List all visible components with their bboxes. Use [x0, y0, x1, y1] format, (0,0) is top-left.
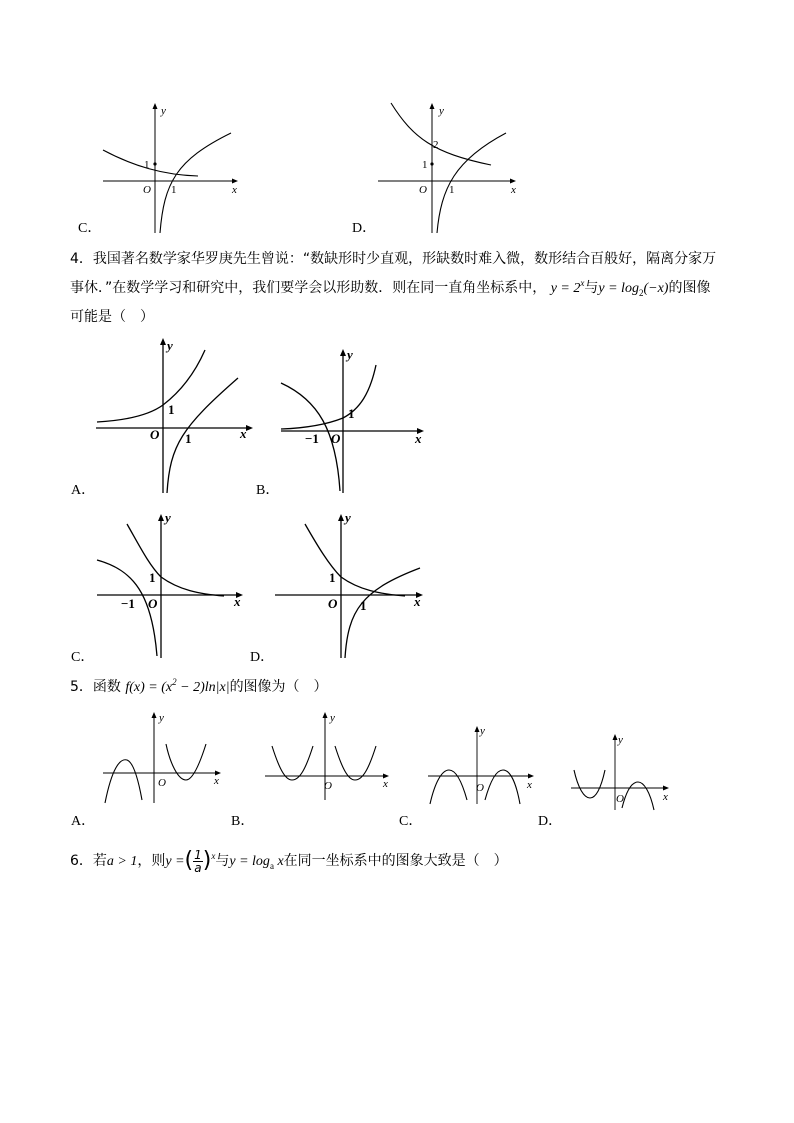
q4-option-c[interactable]: C．	[71, 650, 95, 665]
y-axis-label: y	[165, 510, 171, 525]
y-tick-1: 1	[144, 159, 150, 171]
q5-graph-b	[262, 708, 397, 803]
x-tick-1: 1	[360, 598, 367, 613]
q6-paren-right: )	[202, 848, 212, 873]
y-tick-1: 1	[329, 570, 336, 585]
q6-tail: 在同一坐标系中的图象大致是（ ）	[283, 853, 508, 869]
y-axis-label: y	[439, 105, 444, 117]
q5-formula	[125, 677, 230, 695]
q4-graph-b	[278, 345, 433, 495]
q4-line-2	[70, 278, 710, 299]
x-axis-label: x	[415, 431, 422, 446]
y-tick-1: 1	[149, 570, 156, 585]
q3-option-c[interactable]: C．	[78, 221, 102, 236]
x-tick-1: 1	[449, 184, 455, 196]
q4-func2-base: 2	[638, 288, 644, 298]
q6-func2-base: a	[269, 861, 274, 871]
origin-label: O	[324, 780, 332, 792]
q4-line-3: 可能是（ ）	[70, 309, 154, 325]
y-axis-label: y	[618, 734, 623, 746]
q5-tail: 的图像为（ ）	[229, 679, 328, 695]
y-tick-1: 1	[422, 159, 428, 171]
x-axis-label: x	[663, 791, 668, 803]
q6-paren-left: (	[184, 848, 194, 873]
q4-func2-arg: (−x)	[643, 281, 669, 296]
q6-and: 与	[215, 853, 230, 869]
origin-label: O	[419, 184, 427, 196]
q5-option-a[interactable]: A．	[71, 814, 96, 829]
q4-graph-d	[272, 510, 432, 660]
q3-graph-c	[98, 98, 243, 238]
x-tick-1: 1	[171, 184, 177, 196]
q6-frac-num: 1	[194, 847, 202, 862]
x-axis-label: x	[511, 184, 516, 196]
y-tick-1: 1	[168, 402, 175, 417]
y-axis-label: y	[159, 712, 164, 724]
y-tick-1: 1	[348, 406, 355, 421]
q5-formula-f: f(x) = (x	[125, 680, 173, 695]
q6-func2: y = log	[229, 854, 270, 869]
q5-option-c[interactable]: C．	[399, 814, 423, 829]
q6-condition: a > 1	[106, 854, 138, 869]
q4-option-a[interactable]: A．	[71, 483, 96, 498]
x-tick-neg-1: −1	[121, 596, 135, 611]
q5-prefix: 5．函数	[70, 679, 121, 695]
q6-line	[70, 846, 508, 877]
q6-sep: ，则	[137, 853, 166, 869]
q4-func-exp	[550, 278, 585, 296]
q5-graph-a	[100, 708, 228, 808]
q4-option-b[interactable]: B．	[256, 483, 280, 498]
origin-label: O	[476, 782, 484, 794]
q4-and: 与	[584, 280, 599, 296]
origin-label: O	[331, 431, 341, 446]
origin-label: O	[148, 596, 158, 611]
q4-line-2-text: 事休．”在数学学习和研究中，我们要学会以形助数．则在同一直角坐标系中，	[70, 280, 547, 296]
q6-fraction	[193, 849, 203, 874]
y-axis-label: y	[345, 510, 351, 525]
q4-option-d[interactable]: D．	[250, 650, 275, 665]
x-axis-label: x	[232, 184, 237, 196]
y-axis-label: y	[330, 712, 335, 724]
q6-y-eq: y =	[165, 854, 185, 869]
x-axis-label: x	[240, 426, 247, 441]
q4-graph-c	[94, 510, 254, 660]
q4-graph-a	[92, 335, 257, 495]
q4-func1-exponent: x	[580, 278, 585, 288]
origin-label: O	[158, 777, 166, 789]
q6-func2-arg: x	[277, 854, 284, 869]
origin-label: O	[150, 427, 160, 442]
origin-label: O	[328, 596, 338, 611]
x-tick-1: 1	[185, 431, 192, 446]
q6-prefix: 6．若	[70, 853, 107, 869]
origin-label: O	[616, 793, 624, 805]
y-axis-label: y	[167, 338, 173, 353]
q5-line	[70, 677, 328, 698]
origin-label: O	[143, 184, 151, 196]
q4-func-log	[598, 281, 668, 296]
q4-func1: y = 2	[550, 281, 581, 296]
x-axis-label: x	[214, 775, 219, 787]
q4-line-1: 4．我国著名数学家华罗庚先生曾说：“数缺形时少直观，形缺数时难入微，数形结合百般好，隔离分家万	[70, 251, 717, 267]
q6-frac-den: a	[194, 860, 202, 875]
x-axis-label: x	[234, 594, 241, 609]
q5-graph-d	[568, 730, 676, 812]
q4-func2-lhs: y = log	[598, 281, 639, 296]
q5-option-b[interactable]: B．	[231, 814, 255, 829]
x-tick-neg-1: −1	[305, 431, 319, 446]
q4-tail: 的图像	[668, 280, 711, 296]
x-axis-label: x	[527, 779, 532, 791]
y-axis-label: y	[161, 105, 166, 117]
q5-formula-rest: − 2)ln|x|	[176, 680, 230, 695]
q5-graph-c	[425, 722, 540, 807]
x-axis-label: x	[383, 778, 388, 790]
q3-option-d[interactable]: D．	[352, 221, 377, 236]
y-axis-label: y	[480, 725, 485, 737]
y-tick-2: 2	[433, 139, 439, 151]
q3-graph-d	[373, 98, 523, 238]
q5-formula-square: 2	[172, 677, 177, 687]
q6-exponent: x	[211, 851, 216, 861]
q6-log	[229, 854, 283, 869]
x-axis-label: x	[414, 594, 421, 609]
q5-option-d[interactable]: D．	[538, 814, 563, 829]
y-axis-label: y	[347, 347, 353, 362]
